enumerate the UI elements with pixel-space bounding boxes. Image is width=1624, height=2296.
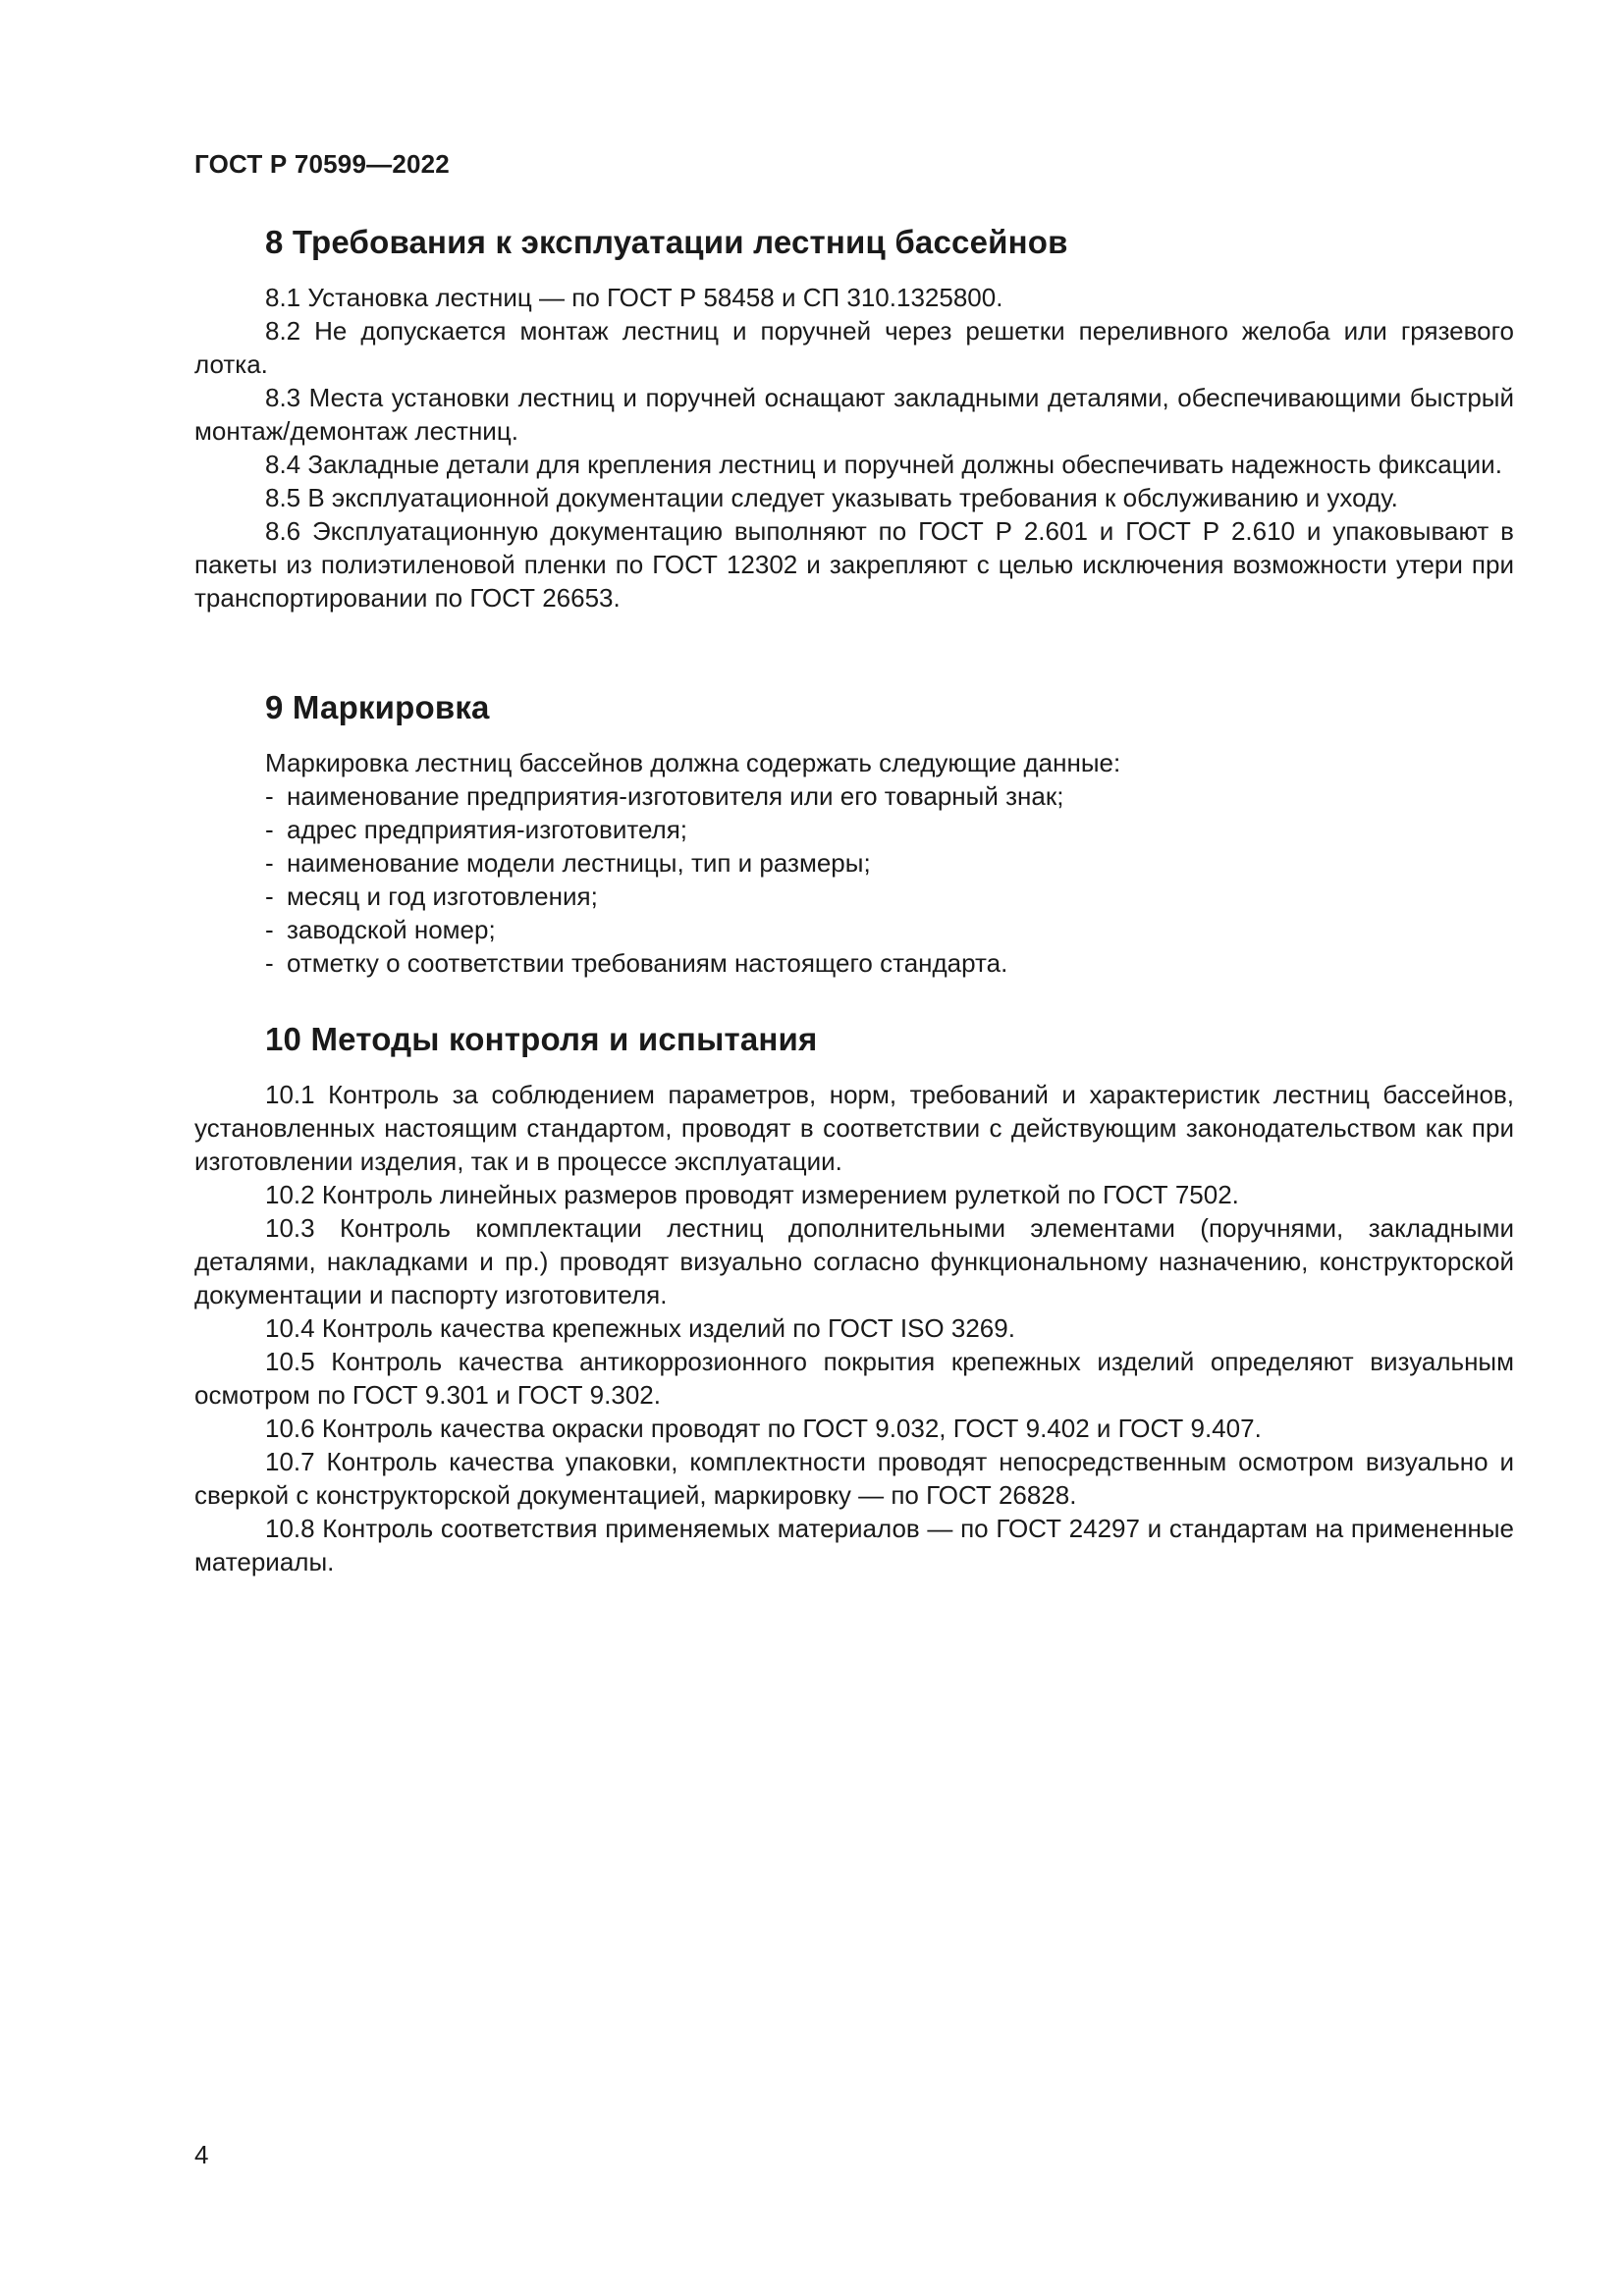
paragraph-8-1: 8.1 Установка лестниц — по ГОСТ Р 58458 и СП 310.1325800.	[265, 283, 1003, 312]
paragraph-8-3: 8.3 Места установки лестниц и поручней оснащают закладными деталями, обеспечивающими быстрый монтаж/демонтаж лестниц.	[194, 383, 1514, 446]
document-header: ГОСТ Р 70599—2022	[194, 149, 450, 179]
section-8-title: 8 Требования к эксплуатации лестниц бассейнов	[265, 224, 1068, 260]
marking-list	[194, 779, 1514, 980]
list-item: - наименование модели лестницы, тип и размеры;	[265, 848, 871, 878]
paragraph-8-5: 8.5 В эксплуатационной документации следует указывать требования к обслуживанию и уходу.	[265, 483, 1398, 512]
paragraph-10-2: 10.2 Контроль линейных размеров проводят измерением рулеткой по ГОСТ 7502.	[265, 1180, 1239, 1209]
paragraph-10-8: 10.8 Контроль соответствия применяемых материалов — по ГОСТ 24297 и стандартам на примененные материалы.	[194, 1514, 1514, 1576]
paragraph-10-1: 10.1 Контроль за соблюдением параметров, норм, требований и характеристик лестниц бассейнов, установленных настоящим стандартом, проводят в соответствии с действующим законодательством как при изготовлении изделия, так и в процессе эксплуатации.	[194, 1080, 1514, 1176]
paragraph-10-3: 10.3 Контроль комплектации лестниц дополнительными элементами (поручнями, закладными деталями, накладками и пр.) проводят визуально согласно функциональному назначению, конструкторской документации и паспорту изготовителя.	[194, 1213, 1514, 1309]
paragraph-8-2: 8.2 Не допускается монтаж лестниц и поручней через решетки переливного желоба или грязевого лотка.	[194, 316, 1514, 379]
paragraph-10-5: 10.5 Контроль качества антикоррозионного покрытия крепежных изделий определяют визуальным осмотром по ГОСТ 9.301 и ГОСТ 9.302.	[194, 1347, 1514, 1410]
section-9	[194, 689, 1514, 980]
section-10	[194, 1021, 1514, 1578]
section-9-title: 9 Маркировка	[265, 689, 490, 725]
paragraph-10-4: 10.4 Контроль качества крепежных изделий по ГОСТ ISO 3269.	[265, 1313, 1015, 1343]
list-item: - месяц и год изготовления;	[265, 881, 598, 911]
paragraph-8-4: 8.4 Закладные детали для крепления лестниц и поручней должны обеспечивать надежность фиксации.	[265, 450, 1502, 479]
paragraph-8-6: 8.6 Эксплуатационную документацию выполняют по ГОСТ Р 2.601 и ГОСТ Р 2.610 и упаковывают в пакеты из полиэтиленовой пленки по ГОСТ 12302 и закрепляют с целью исключения возможности утери при транспортировании по ГОСТ 26653.	[194, 516, 1514, 613]
section-10-title: 10 Методы контроля и испытания	[265, 1021, 818, 1057]
list-item: - адрес предприятия-изготовителя;	[265, 815, 688, 844]
page-number: 4	[194, 2140, 209, 2169]
list-item: - наименование предприятия-изготовителя или его товарный знак;	[265, 781, 1064, 811]
list-item: - отметку о соответствии требованиям настоящего стандарта.	[265, 948, 1008, 978]
paragraph-10-6: 10.6 Контроль качества окраски проводят по ГОСТ 9.032, ГОСТ 9.402 и ГОСТ 9.407.	[265, 1414, 1262, 1443]
list-item: - заводской номер;	[265, 915, 496, 944]
section-8	[194, 224, 1514, 614]
paragraph-10-7: 10.7 Контроль качества упаковки, комплектности проводят непосредственным осмотром визуально и сверкой с конструкторской документацией, маркировку — по ГОСТ 26828.	[194, 1447, 1514, 1510]
marking-intro: Маркировка лестниц бассейнов должна содержать следующие данные:	[265, 748, 1121, 777]
